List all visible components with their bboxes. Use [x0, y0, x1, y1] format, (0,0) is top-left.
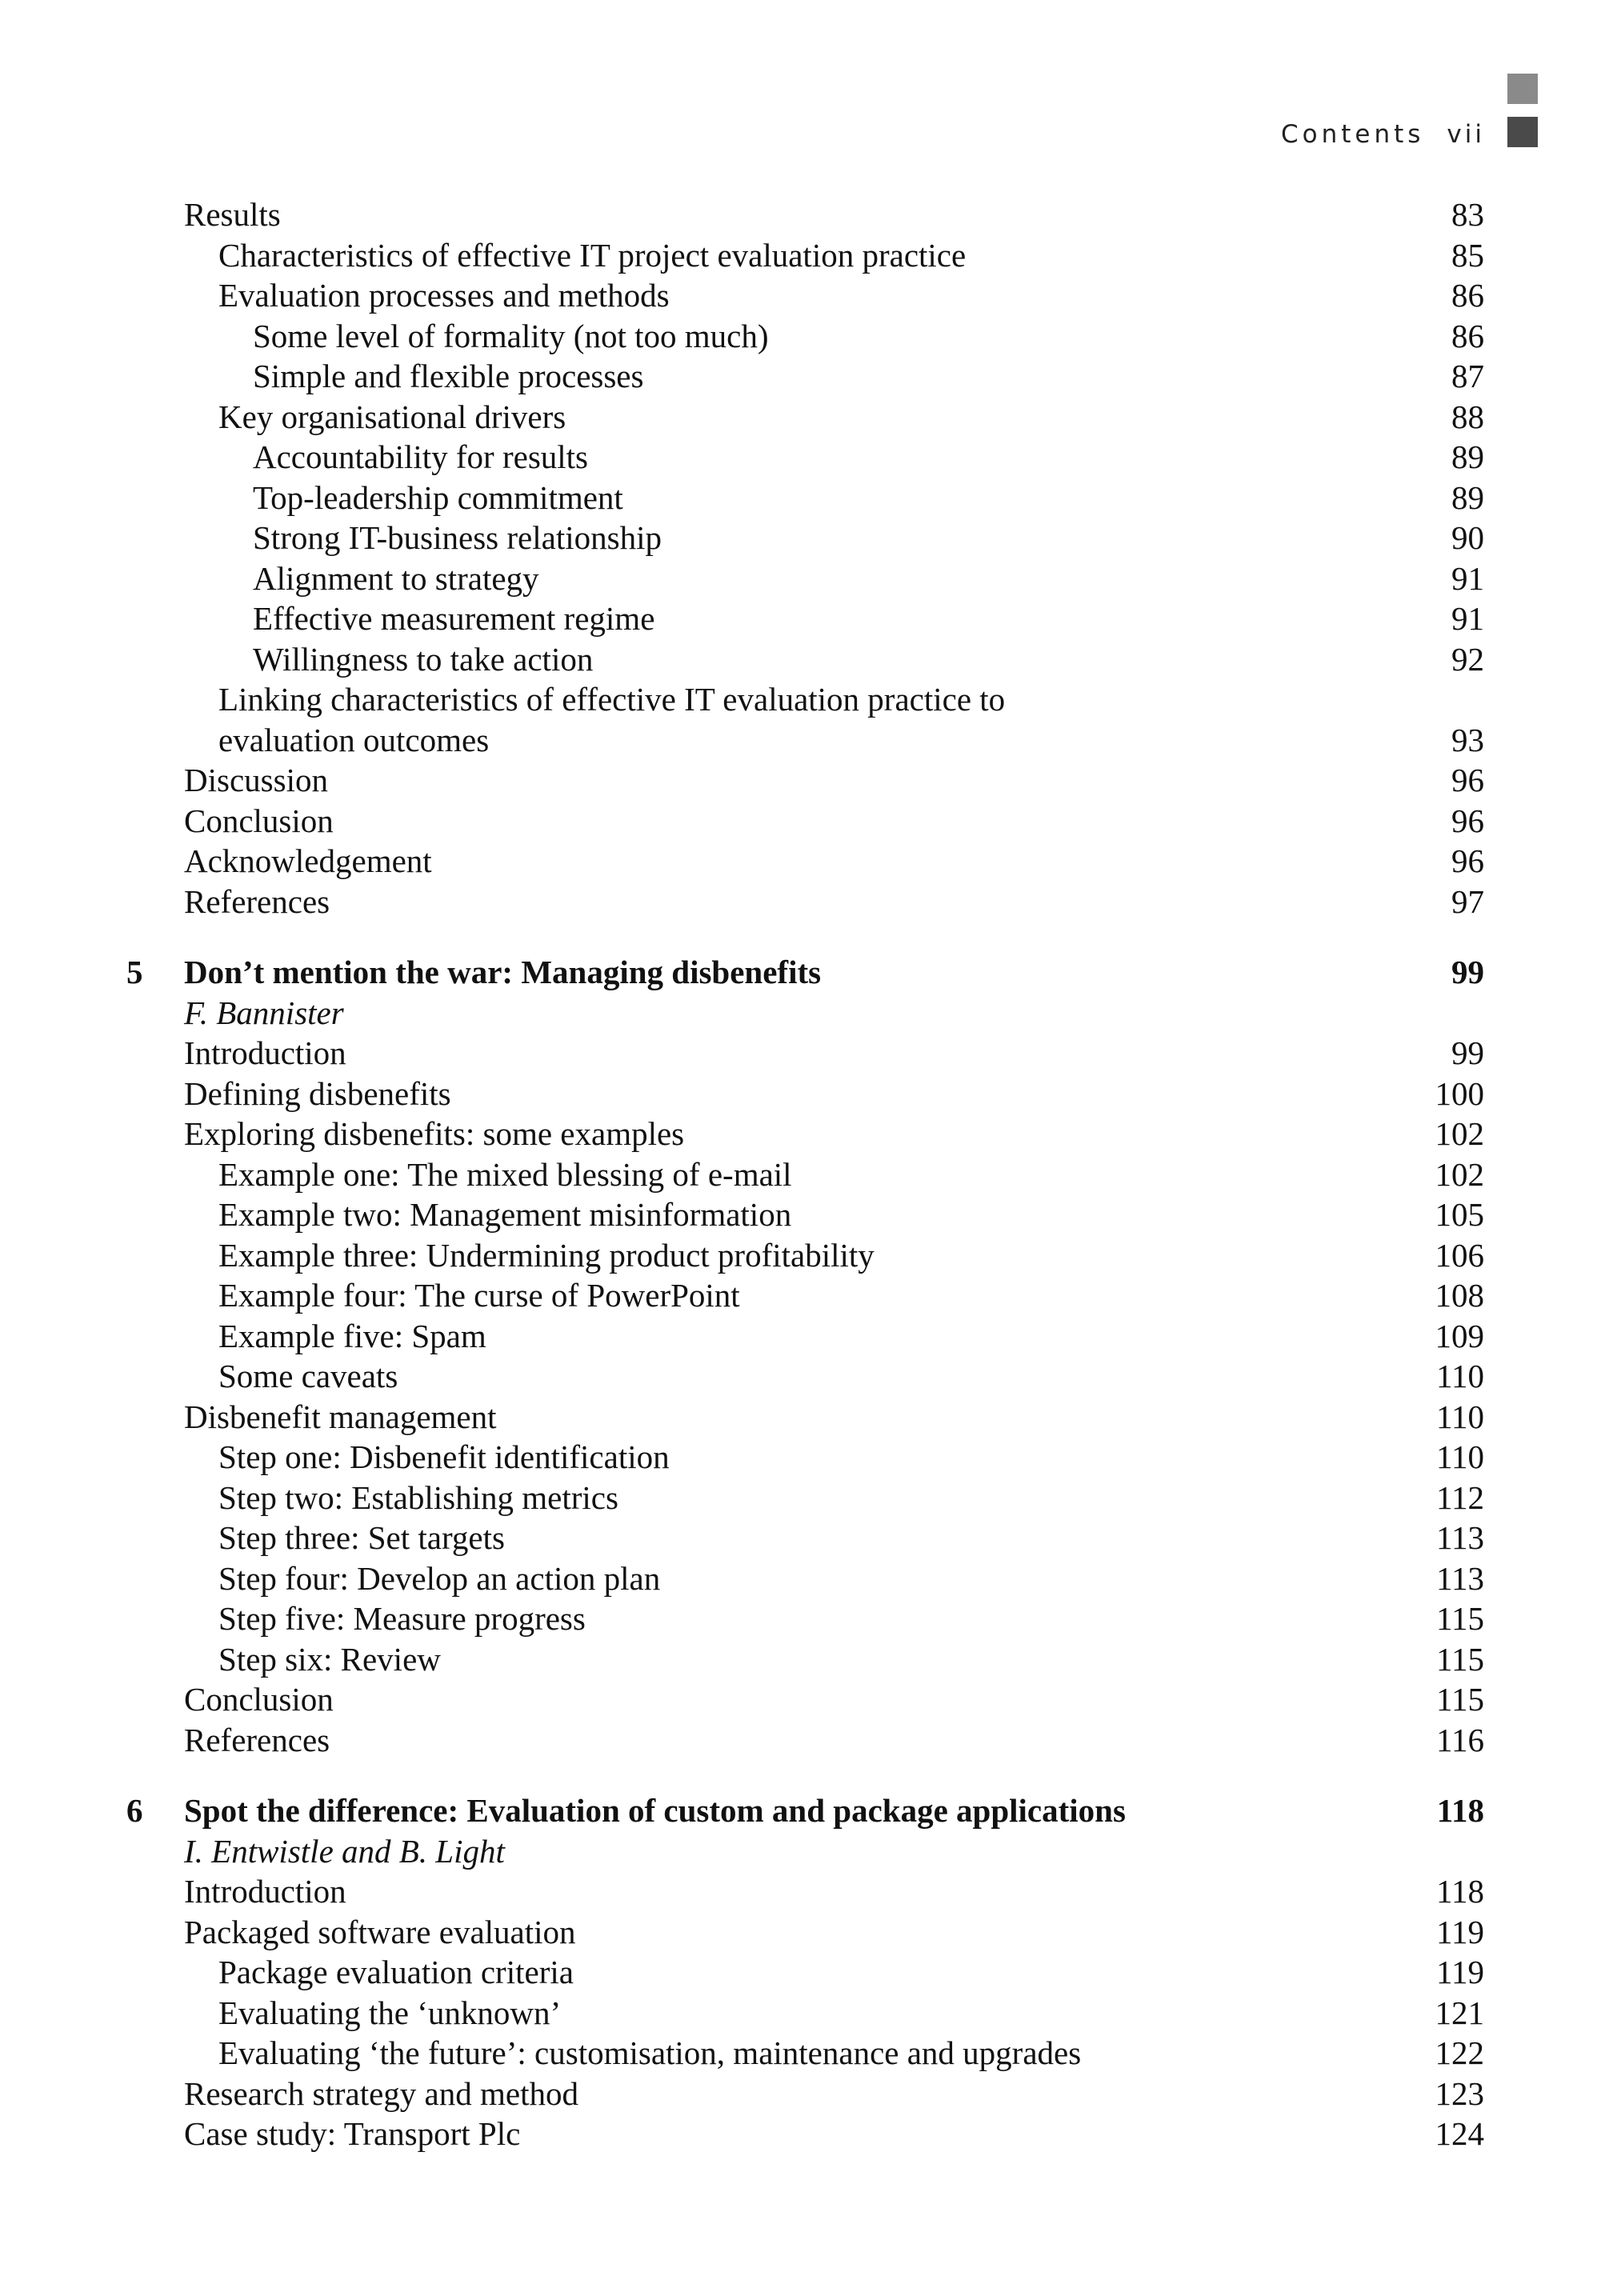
toc-page-number: 83	[1451, 196, 1484, 233]
toc-page-number: 89	[1451, 478, 1484, 516]
toc-page-number: 115	[1436, 1681, 1484, 1718]
toc-entry-title: Evaluating ‘the future’: customisation, maintenance and upgrades	[218, 2034, 1082, 2071]
toc-entry[interactable]	[120, 720, 1484, 761]
toc-entry[interactable]	[120, 1194, 1484, 1235]
toc-page-number: 110	[1436, 1398, 1484, 1435]
toc-entry[interactable]	[120, 679, 1484, 720]
toc-page-number: 110	[1436, 1438, 1484, 1475]
toc-page-number: 97	[1451, 882, 1484, 920]
toc-entry-title: Example two: Management misinformation	[218, 1196, 792, 1233]
toc-page-number: 91	[1451, 600, 1484, 637]
toc-entry-title: Evaluating the ‘unknown’	[218, 1994, 562, 2031]
toc-page-number: 96	[1451, 802, 1484, 839]
toc-entry[interactable]	[120, 1639, 1484, 1680]
toc-page-number: 87	[1451, 358, 1484, 394]
toc-entry-title: Case study: Transport Plc	[184, 2115, 521, 2152]
toc-chapter-heading[interactable]	[120, 1790, 1484, 1831]
toc-entry-title: Strong IT-business relationship	[253, 519, 662, 556]
toc-entry[interactable]	[120, 1871, 1484, 1912]
toc-entry-title: Step four: Develop an action plan	[218, 1559, 661, 1597]
toc-entry[interactable]	[120, 1518, 1484, 1558]
toc-entry-title: Alignment to strategy	[253, 559, 539, 597]
toc-entry-title: Willingness to take action	[253, 640, 594, 678]
toc-entry-title: Example one: The mixed blessing of e-mail	[218, 1155, 792, 1193]
toc-entry-title: Example five: Spam	[218, 1317, 486, 1354]
toc-page-number: 109	[1435, 1317, 1484, 1354]
toc-page-number: 105	[1435, 1196, 1484, 1233]
toc-entry-title: Discussion	[184, 762, 328, 798]
toc-entry-title: Research strategy and method	[184, 2074, 578, 2112]
toc-entry-title: F. Bannister	[184, 994, 344, 1031]
toc-page-number: 106	[1435, 1236, 1484, 1274]
toc-entry[interactable]	[120, 235, 1484, 276]
toc-entry-title: Packaged software evaluation	[184, 1913, 576, 1950]
toc-entry-title: Characteristics of effective IT project evaluation practice	[218, 236, 967, 274]
toc-page-number: 119	[1436, 1913, 1484, 1950]
toc-page-number: 89	[1451, 438, 1484, 475]
toc-entry[interactable]	[120, 801, 1484, 842]
toc-page-number: 110	[1436, 1358, 1484, 1394]
toc-entry-title: Disbenefit management	[184, 1398, 497, 1435]
toc-entry-title: Example four: The curse of PowerPoint	[218, 1277, 740, 1314]
toc-entry-title: Step six: Review	[218, 1640, 441, 1678]
toc-entry-title: References	[184, 1721, 330, 1758]
toc-entry[interactable]	[120, 2114, 1484, 2154]
toc-entry[interactable]	[120, 316, 1484, 357]
toc-entry[interactable]	[120, 1437, 1484, 1478]
toc-page-number: 118	[1436, 1792, 1484, 1829]
chapter-number: 6	[126, 1792, 143, 1829]
toc-entry-title: Spot the difference: Evaluation of custom and package applications	[184, 1792, 1126, 1829]
toc-entry-title: Step five: Measure progress	[218, 1600, 586, 1637]
toc-page-number: 92	[1451, 640, 1484, 678]
toc-page-number: 108	[1435, 1277, 1484, 1314]
toc-page-number: 123	[1435, 2074, 1484, 2112]
chapter-number: 5	[126, 954, 143, 990]
toc-entry[interactable]	[120, 1356, 1484, 1397]
toc-entry[interactable]	[120, 841, 1484, 882]
toc-page-number: 118	[1436, 1873, 1484, 1910]
toc-page-number: 96	[1451, 762, 1484, 798]
toc-entry[interactable]	[120, 356, 1484, 397]
toc-entry[interactable]	[120, 1235, 1484, 1276]
toc-entry[interactable]	[120, 194, 1484, 235]
toc-entry[interactable]	[120, 882, 1484, 922]
running-header	[1281, 120, 1485, 149]
toc-entry[interactable]	[120, 1114, 1484, 1154]
toc-entry-title: Effective measurement regime	[253, 600, 655, 637]
table-of-contents	[120, 194, 1484, 2154]
toc-page-number: 86	[1451, 317, 1484, 354]
toc-page-number: 113	[1436, 1519, 1484, 1556]
toc-entry[interactable]	[120, 1558, 1484, 1599]
toc-entry-title: Step one: Disbenefit identification	[218, 1438, 670, 1475]
toc-entry-title: Exploring disbenefits: some examples	[184, 1115, 685, 1152]
toc-entry-title: Acknowledgement	[184, 842, 432, 879]
header-page-number: vii	[1447, 120, 1485, 149]
toc-entry[interactable]	[120, 1154, 1484, 1195]
toc-entry-title: Step three: Set targets	[218, 1519, 505, 1556]
toc-entry-title: I. Entwistle and B. Light	[184, 1832, 505, 1870]
toc-page-number: 124	[1435, 2115, 1484, 2152]
toc-entry-title: Some level of formality (not too much)	[253, 317, 769, 354]
toc-page-number: 91	[1451, 559, 1484, 597]
toc-page-number: 85	[1451, 236, 1484, 274]
header-section-title: Contents	[1280, 120, 1425, 149]
toc-entry-title: Accountability for results	[253, 438, 589, 475]
toc-entry[interactable]	[120, 1074, 1484, 1114]
toc-chapter-author[interactable]	[120, 1831, 1484, 1872]
toc-entry[interactable]	[120, 1275, 1484, 1316]
toc-chapter-heading[interactable]	[120, 952, 1484, 993]
toc-page-number: 96	[1451, 842, 1484, 879]
toc-page-number: 116	[1436, 1721, 1484, 1758]
toc-page-number: 102	[1435, 1155, 1484, 1193]
toc-entry[interactable]	[120, 598, 1484, 639]
toc-page-number: 99	[1451, 954, 1484, 990]
toc-entry[interactable]	[120, 2033, 1484, 2074]
toc-entry[interactable]	[120, 1033, 1484, 1074]
toc-entry[interactable]	[120, 1316, 1484, 1357]
corner-mark-lower	[1507, 117, 1538, 147]
toc-entry[interactable]	[120, 1397, 1484, 1438]
toc-entry[interactable]	[120, 1952, 1484, 1993]
toc-entry-title: Linking characteristics of effective IT evaluation practice to	[218, 681, 1006, 718]
toc-page-number: 99	[1451, 1034, 1484, 1071]
toc-entry-title: Example three: Undermining product profitability	[218, 1236, 875, 1274]
toc-entry[interactable]	[120, 397, 1484, 438]
toc-chapter-author[interactable]	[120, 993, 1484, 1034]
toc-entry[interactable]	[120, 760, 1484, 801]
toc-entry-title: Key organisational drivers	[218, 398, 566, 435]
toc-entry[interactable]	[120, 2074, 1484, 2114]
toc-page-number: 113	[1436, 1559, 1484, 1597]
toc-page-number: 88	[1451, 398, 1484, 435]
toc-page-number: 100	[1435, 1074, 1484, 1112]
toc-entry-title: Evaluation processes and methods	[218, 277, 670, 314]
toc-entry[interactable]	[120, 437, 1484, 478]
toc-page-number: 86	[1451, 277, 1484, 314]
toc-entry[interactable]	[120, 1993, 1484, 2034]
toc-page-number: 121	[1435, 1994, 1484, 2031]
toc-entry-title: Conclusion	[184, 802, 334, 839]
toc-entry[interactable]	[120, 1478, 1484, 1518]
toc-entry-title: Simple and flexible processes	[253, 358, 644, 394]
toc-entry[interactable]	[120, 275, 1484, 316]
toc-page-number: 122	[1435, 2034, 1484, 2071]
toc-page-number: 119	[1436, 1954, 1484, 1990]
toc-entry-title: Results	[184, 196, 281, 233]
toc-entry[interactable]	[120, 518, 1484, 558]
toc-entry-title: References	[184, 882, 330, 920]
toc-entry[interactable]	[120, 1912, 1484, 1953]
toc-page-number: 102	[1435, 1115, 1484, 1152]
toc-entry-title: Conclusion	[184, 1681, 334, 1718]
toc-entry[interactable]	[120, 1720, 1484, 1761]
toc-page-number: 115	[1436, 1600, 1484, 1637]
toc-entry-title: Defining disbenefits	[184, 1074, 451, 1112]
toc-entry[interactable]	[120, 558, 1484, 599]
toc-entry[interactable]	[120, 1679, 1484, 1720]
toc-entry[interactable]	[120, 1598, 1484, 1639]
toc-page-number: 112	[1436, 1478, 1484, 1516]
toc-entry[interactable]	[120, 639, 1484, 680]
toc-page-number: 115	[1436, 1640, 1484, 1678]
toc-entry-title: Package evaluation criteria	[218, 1954, 574, 1990]
toc-entry-title: Some caveats	[218, 1358, 398, 1394]
toc-page-number: 93	[1451, 721, 1484, 758]
toc-entry-title: Introduction	[184, 1034, 346, 1071]
toc-entry-title: Introduction	[184, 1873, 346, 1910]
toc-entry-title: evaluation outcomes	[218, 721, 490, 758]
toc-entry-title: Don’t mention the war: Managing disbenefits	[184, 954, 822, 990]
toc-entry-title: Step two: Establishing metrics	[218, 1478, 618, 1516]
corner-mark-upper	[1507, 74, 1538, 104]
toc-page-number: 90	[1451, 519, 1484, 556]
toc-entry-title: Top-leadership commitment	[253, 478, 623, 516]
toc-entry[interactable]	[120, 478, 1484, 518]
